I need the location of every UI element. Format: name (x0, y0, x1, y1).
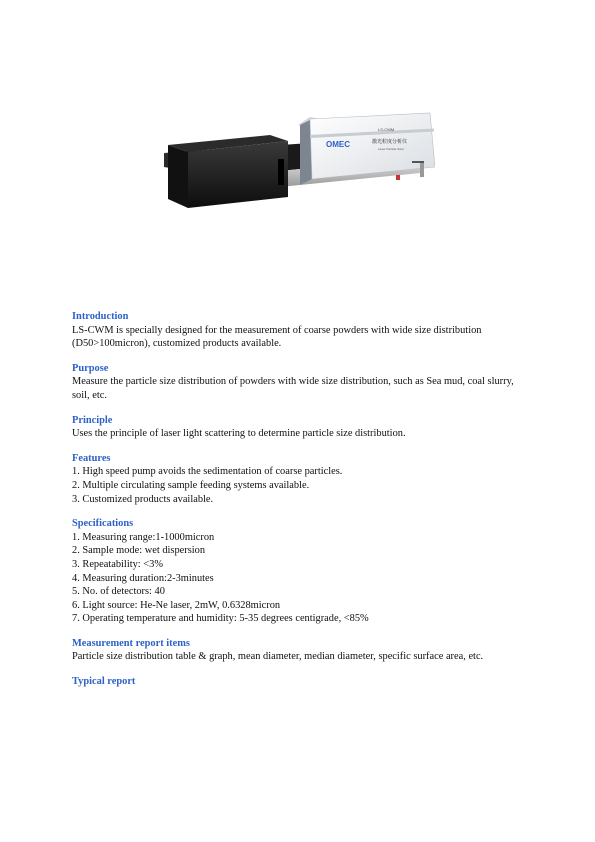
heading-measurement-report-items: Measurement report items (72, 637, 190, 649)
spec-item: 7. Operating temperature and humidity: 5-35 degrees centigrade, <85% (72, 613, 369, 625)
section-specifications (72, 517, 522, 626)
spec-item: 1. Measuring range:1-1000micron (72, 531, 215, 543)
spec-item: 6. Light source: He-Ne laser, 2mW, 0.6328micron (72, 599, 281, 611)
feature-item: 2. Multiple circulating sample feeding systems available. (72, 479, 310, 491)
heading-purpose: Purpose (72, 362, 109, 374)
section-typical-report (72, 675, 522, 689)
section-principle (72, 414, 522, 441)
spec-item: 4. Measuring duration:2-3minutes (72, 572, 214, 584)
feature-item: 3. Customized products available. (72, 493, 214, 505)
device-name-en: Laser Particle Sizer (378, 147, 405, 151)
brand-logo-text: OMEC (326, 140, 350, 149)
spec-item: 5. No. of detectors: 40 (72, 586, 165, 598)
spec-item: 2. Sample mode: wet dispersion (72, 545, 206, 557)
power-switch-icon (396, 175, 400, 180)
heading-principle: Principle (72, 414, 113, 426)
spec-item: 3. Repeatability: <3% (72, 558, 163, 570)
principle-text: Uses the principle of laser light scattering to determine particle size distribution. (72, 428, 406, 440)
section-measurement-report-items (72, 637, 522, 664)
document-body (72, 310, 522, 700)
device-model-label: LS-CWM (378, 127, 395, 132)
heading-specifications: Specifications (72, 518, 134, 530)
purpose-text: Measure the particle size distribution of powders with wide size distribution, such as Sea mud, coal slurry, soil, etc. (72, 376, 514, 401)
introduction-text: LS-CWM is specially designed for the measurement of coarse powders with wide size distribution (D50>100micron), customized products available. (72, 324, 482, 350)
product-photo (160, 105, 435, 215)
measurement-report-text: Particle size distribution table & graph, mean diameter, median diameter, specific surface area, etc. (72, 651, 484, 663)
feature-item: 1. High speed pump avoids the sedimentation of coarse particles. (72, 466, 343, 478)
heading-typical-report: Typical report (72, 676, 136, 688)
heading-introduction: Introduction (72, 311, 129, 322)
section-features (72, 452, 522, 506)
heading-features: Features (72, 452, 111, 464)
section-introduction (72, 310, 522, 351)
section-purpose (72, 362, 522, 403)
laser-particle-analyzer-image (160, 105, 435, 215)
device-name-cn: 激光粒度分析仪 (372, 139, 408, 145)
